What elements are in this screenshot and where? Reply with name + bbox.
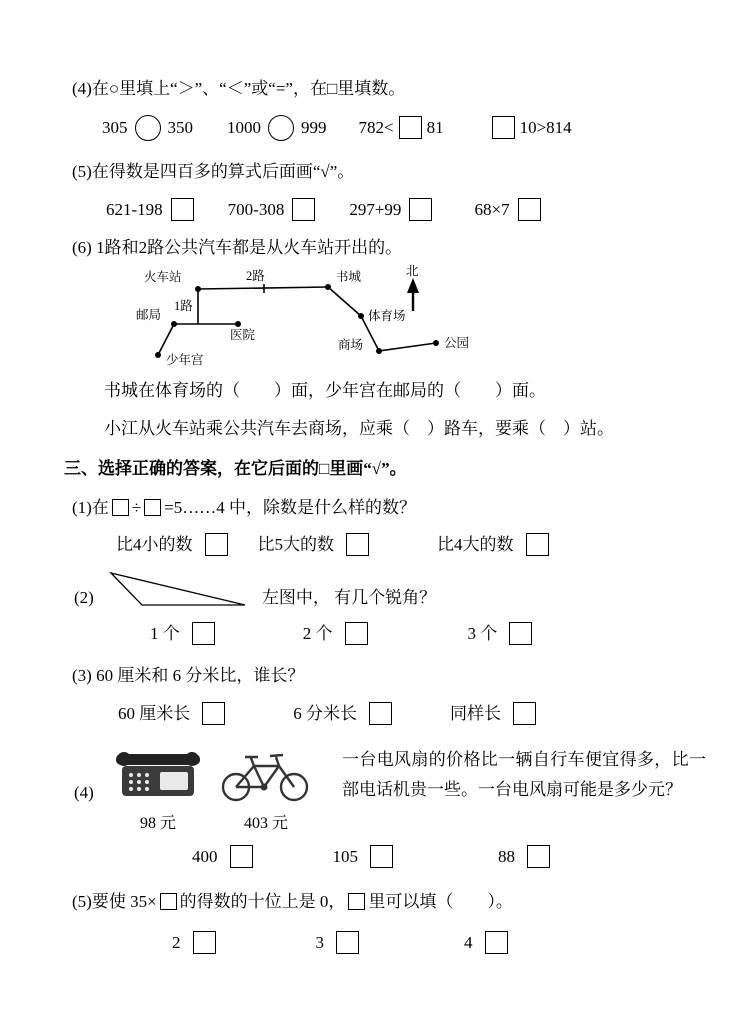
bicycle-figure-col <box>212 745 320 833</box>
s3q1-option1-box[interactable] <box>205 533 228 556</box>
s3q2-option3-box[interactable] <box>509 622 532 645</box>
q6-question1: 书城在体育场的（ ）面，少年宫在邮局的（ ）面。 <box>104 381 546 400</box>
s3q2-option3 <box>468 620 533 647</box>
map-label-youth-palace: 少年宫 <box>166 353 204 367</box>
telephone-price: 98 元 <box>139 815 176 832</box>
s3q5-option2-label: 3 <box>315 933 324 952</box>
s3q3-option2-label: 6 分米长 <box>293 704 357 723</box>
s3q1-option3 <box>437 531 549 558</box>
s3q2-block <box>64 568 706 610</box>
s3q5-fill-box[interactable] <box>348 893 365 910</box>
s3q1-option3-box[interactable] <box>526 533 549 556</box>
s3q2-question: 左图中， 有几个锐角？ <box>261 588 437 607</box>
s3q2-option1 <box>150 620 215 647</box>
s3q3-option1-label: 60 厘米长 <box>118 704 191 723</box>
s3q4-option1 <box>192 843 253 870</box>
s3q5-options-row <box>64 929 706 956</box>
s3q4-option1-label: 400 <box>192 847 218 866</box>
s3q3-option3-label: 同样长 <box>450 704 501 723</box>
map-label-hospital: 医院 <box>230 328 256 342</box>
s3q4-number: (4) <box>74 783 94 802</box>
s3q4-option2 <box>333 843 394 870</box>
q5-expr4: 68×7 <box>474 200 510 219</box>
q4-pair4-fill-box[interactable] <box>492 116 515 139</box>
s3q2-option2-box[interactable] <box>345 622 368 645</box>
s3q4-option3-box[interactable] <box>527 845 550 868</box>
s3q5-option3 <box>464 929 508 956</box>
s3q1-option1 <box>116 531 228 558</box>
q6-label: (6) 1路和2路公共汽车都是从火车站开出的。 <box>72 238 403 257</box>
map-label-north: 北 <box>406 264 419 278</box>
s3q4-options-row <box>64 843 706 870</box>
s3q1-option2-label: 比5大的数 <box>257 535 334 554</box>
s3q1-options-row <box>64 531 706 558</box>
s3q1-option3-label: 比4大的数 <box>437 535 514 554</box>
q4-pair1-right: 350 <box>167 118 193 137</box>
s3q3-option3 <box>450 700 536 727</box>
north-arrow-head <box>407 278 419 293</box>
q5-expr4-box[interactable] <box>518 198 541 221</box>
q4-pair1-left: 305 <box>102 118 128 137</box>
s3q4-block <box>64 745 706 833</box>
bicycle-price: 403 元 <box>243 815 288 832</box>
q6-map-wrap <box>136 263 706 374</box>
map-labels <box>136 264 469 367</box>
s3q1-option2 <box>258 531 370 558</box>
s3q5-option3-box[interactable] <box>485 931 508 954</box>
q4-pair3-right: 81 <box>426 118 444 137</box>
s3q5-option1-label: 2 <box>172 933 181 952</box>
s3q2-number: (2) <box>74 588 94 607</box>
section3-title: 三、选择正确的答案，在它后面的□里画“√”。 <box>64 459 407 478</box>
q5-expr2-box[interactable] <box>292 198 315 221</box>
map-label-post-office: 邮局 <box>136 308 162 322</box>
q4-pair4-right: 10>814 <box>519 118 572 137</box>
map-label-route1: 1路 <box>174 299 193 313</box>
s3q1-divide-sign: ÷ <box>131 498 142 517</box>
map-label-train-station: 火车站 <box>144 270 182 284</box>
q5-expr1: 621-198 <box>106 200 163 219</box>
q6-question2: 小江从火车站乘公共汽车去商场，应乘（ ）路车，要乘（ ）站。 <box>104 419 614 438</box>
s3q5-option1 <box>172 929 216 956</box>
s3q1-option2-box[interactable] <box>346 533 369 556</box>
s3q1-divisor-box[interactable] <box>144 499 161 516</box>
s3q4-option2-label: 105 <box>332 847 358 866</box>
q5-answer-row <box>64 196 706 223</box>
s3q5-option2 <box>316 929 360 956</box>
q4-pair2-right: 999 <box>301 118 327 137</box>
bicycle-image <box>217 745 315 803</box>
q5-expr3-box[interactable] <box>409 198 432 221</box>
s3q4-option3-label: 88 <box>498 847 515 866</box>
s3q5-factor-box[interactable] <box>160 893 177 910</box>
map-label-route2: 2路 <box>246 269 265 283</box>
q4-pair1-compare-circle[interactable] <box>135 115 161 141</box>
triangle-figure <box>108 568 248 610</box>
s3q5-option2-box[interactable] <box>336 931 359 954</box>
s3q1-option1-label: 比4小的数 <box>116 535 193 554</box>
s3q2-option2-label: 2 个 <box>302 624 333 643</box>
telephone-image <box>110 745 206 803</box>
s3q3-option2-box[interactable] <box>369 702 392 725</box>
s3q4-option1-box[interactable] <box>230 845 253 868</box>
s3q3-option3-box[interactable] <box>513 702 536 725</box>
q4-label: (4)在○里填上“＞”、“＜”或“=”，在□里填数。 <box>72 79 406 98</box>
q5-expr1-box[interactable] <box>171 198 194 221</box>
s3q2-options-row <box>64 620 706 647</box>
s3q5-suffix: 里可以填（ ）。 <box>368 892 513 911</box>
q5-expr2: 700-308 <box>227 200 285 219</box>
s3q4-option2-box[interactable] <box>370 845 393 868</box>
s3q1-prefix: (1)在 <box>72 498 109 517</box>
s3q5-mid: 的得数的十位上是 0， <box>179 892 346 911</box>
s3q2-option2 <box>303 620 368 647</box>
s3q2-option1-label: 1 个 <box>150 624 180 643</box>
s3q3-option1 <box>118 700 225 727</box>
q5-label: (5)在得数是四百多的算式后面画“√”。 <box>72 162 355 181</box>
q4-pair3-fill-box[interactable] <box>399 116 422 139</box>
s3q2-option3-label: 3 个 <box>467 624 498 643</box>
s3q1-dividend-box[interactable] <box>112 499 129 516</box>
q4-pair3-left: 782< <box>358 118 394 137</box>
s3q3-label: (3) 60 厘米和 6 分米比，谁长？ <box>72 666 305 685</box>
map-label-book-city: 书城 <box>336 270 362 284</box>
bus-route-map <box>136 263 476 369</box>
map-label-mall: 商场 <box>338 338 364 352</box>
q4-answer-row <box>64 114 706 141</box>
q4-pair2-left: 1000 <box>227 118 261 137</box>
s3q1-suffix: =5……4 中，除数是什么样的数？ <box>164 498 417 517</box>
q5-expr3: 297+99 <box>349 200 402 219</box>
s3q5-prefix: (5)要使 35× <box>72 892 157 911</box>
s3q3-option2 <box>293 700 392 727</box>
q4-pair2-compare-circle[interactable] <box>268 115 294 141</box>
map-label-sports-field: 体育场 <box>368 309 406 323</box>
telephone-figure-col <box>104 745 212 833</box>
s3q1-label <box>64 496 706 520</box>
s3q5-option1-box[interactable] <box>193 931 216 954</box>
s3q4-question: 一台电风扇的价格比一辆自行车便宜得多，比一部电话机贵一些。一台电风扇可能是多少元？ <box>342 750 706 799</box>
s3q3-options-row <box>64 700 706 727</box>
s3q5-label <box>64 890 706 914</box>
s3q2-option1-box[interactable] <box>192 622 215 645</box>
s3q4-option3 <box>498 843 550 870</box>
map-label-park: 公园 <box>444 336 470 350</box>
s3q5-option3-label: 4 <box>464 933 473 952</box>
s3q3-option1-box[interactable] <box>202 702 225 725</box>
